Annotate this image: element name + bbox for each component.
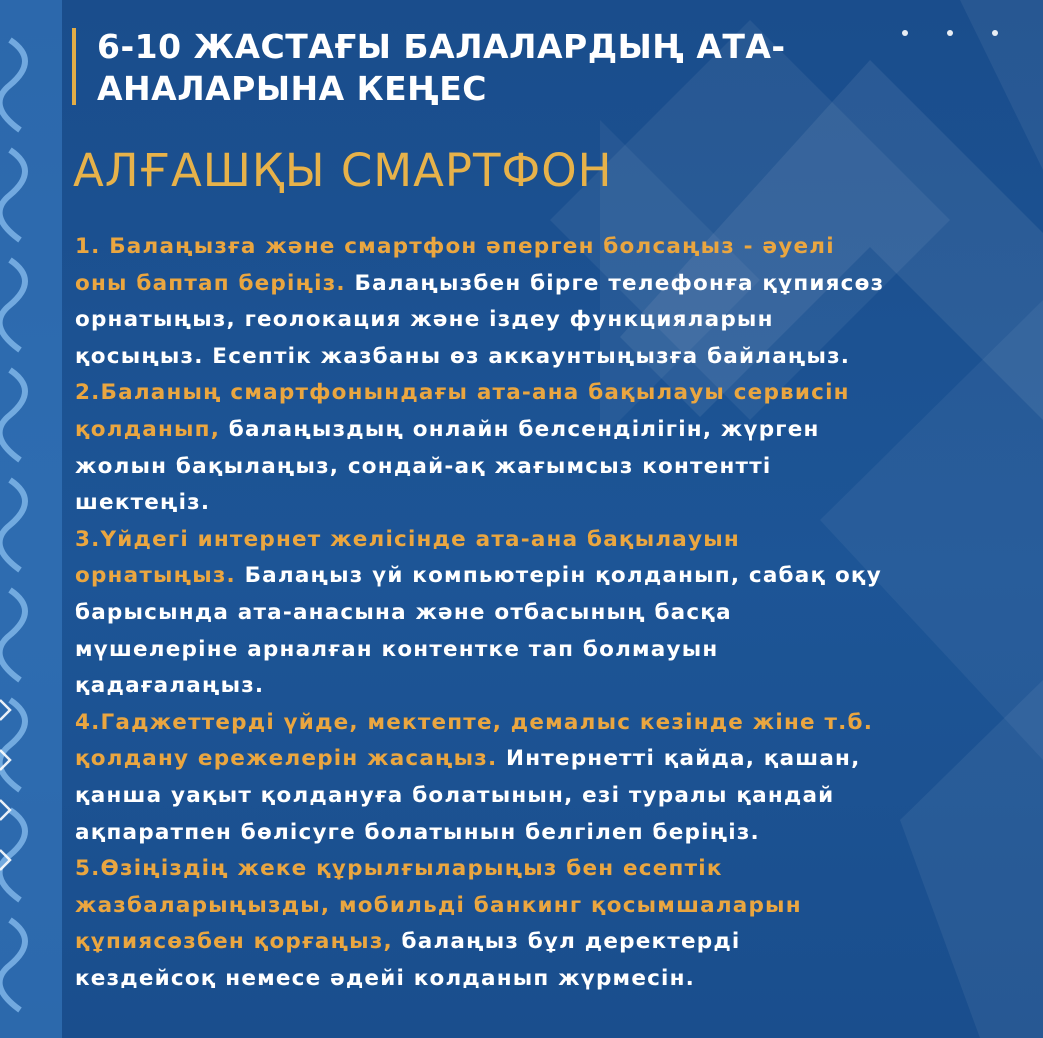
tip-4-highlight: 4.Гаджеттерді үйде, мектепте, демалыс кезінде жіне т.б. қолдану ережелерін жасаңыз. xyxy=(75,709,874,772)
title-line-2: АНАЛАРЫНА КЕҢЕС xyxy=(97,69,487,108)
tip-1-text: Балаңызбен бірге телефонға құпиясөз орнатыңыз, геолокация және іздеу функцияларын қосыңыз. Есептік жазбаны өз аккаунтыңызға байлаңыз. xyxy=(75,270,885,369)
left-ornament-strip xyxy=(0,0,62,1038)
tip-3-highlight: 3.Үйдегі интернет желісінде ата-ана бақылауын орнатыңыз. xyxy=(75,526,740,589)
tip-item-4 xyxy=(75,705,1025,851)
title-accent-bar xyxy=(72,28,76,105)
page-title xyxy=(97,26,877,110)
tip-item-2 xyxy=(75,375,1025,521)
tip-2-text: балаңыздың онлайн белсенділігін, жүрген жолын бақылаңыз, сондай-ақ жағымсыз контентті шектеңіз. xyxy=(75,416,820,516)
tip-4-text: Интернетті қайда, қашан, қанша уақыт қолдануға болатынын, езі туралы қандай ақпаратпен бөлісуге болатынын белгілеп беріңіз. xyxy=(75,746,861,845)
tip-item-5 xyxy=(75,851,1025,997)
tip-1-highlight: 1. Балаңызға және смартфон әперген болсаңыз - әуелі оны баптап беріңіз. xyxy=(75,234,835,296)
tip-5-highlight: 5.Өзіңіздің жеке құрылғыларыңыз бен есептік жазбаларыңызды, мобильді банкинг қосымшаларын құпиясөзбен қорғаңыз, xyxy=(75,856,802,955)
title-line-1: 6-10 ЖАСТАҒЫ БАЛАЛАРДЫҢ АТА- xyxy=(97,27,786,66)
section-heading: АЛҒАШҚЫ СМАРТФОН xyxy=(73,144,613,197)
tip-3-text: Балаңыз үй компьютерін қолданып, сабақ оқу барысында ата-анасына және отбасының басқа мүшелеріне арналған контентке тап болмауын қадағалаңыз. xyxy=(75,563,882,699)
tip-item-3 xyxy=(75,522,1025,705)
tip-2-highlight: 2.Баланың смартфонындағы ата-ана бақылауы сервисін қолданып, xyxy=(75,380,850,442)
tips-list xyxy=(75,229,1025,997)
tip-item-1 xyxy=(75,229,1025,375)
tip-5-text: балаңыз бұл деректерді кездейсоқ немесе әдейі колданып жүрмесін. xyxy=(75,929,741,991)
